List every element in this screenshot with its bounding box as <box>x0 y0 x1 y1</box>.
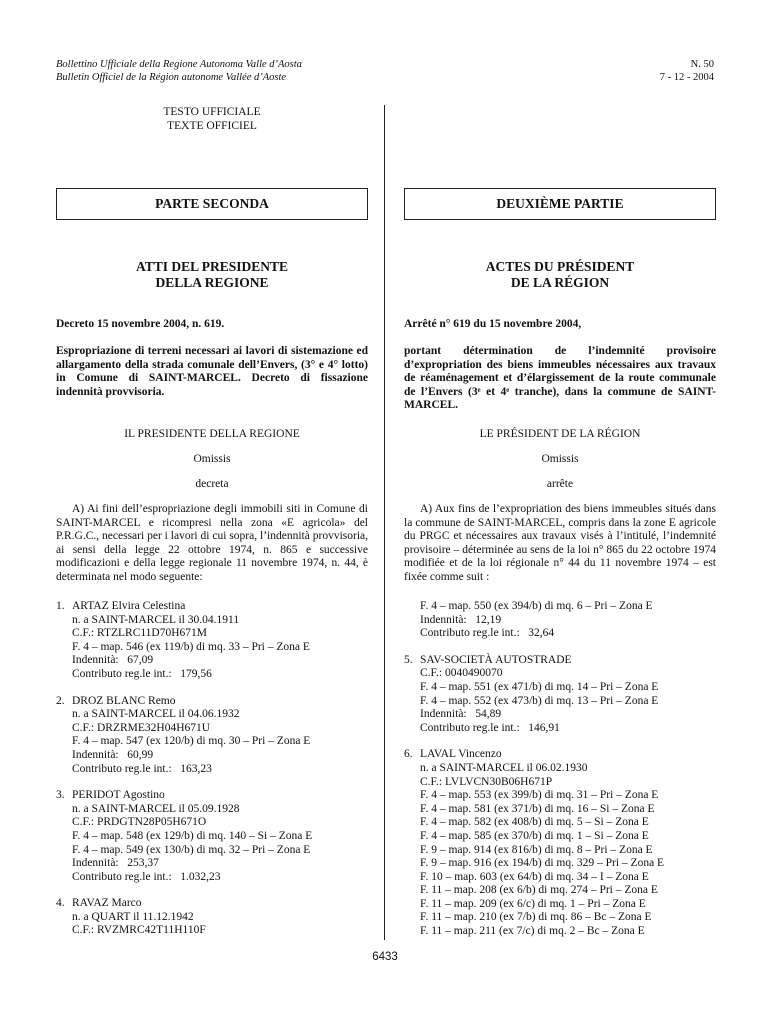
owner-entry-line: RAVAZ Marco <box>72 897 142 910</box>
owner-items-left <box>56 600 368 938</box>
owner-entry-number: 5. <box>404 653 413 666</box>
owner-entry-line: F. 4 – map. 552 (ex 473/b) di mq. 13 – Pri – Zona E <box>420 694 659 707</box>
owner-entry <box>56 695 368 777</box>
paragraph-a-it: A) Ai fini dell’espropriazione degli immobili siti in Comune di SAINT-MARCEL e ricompresi nella zona «E agricola» del P.R.G.C., necessari per i lavori di cui sopra, l’indennità provvisoria, ai sensi della legge 22 ottobre 1974, n. 865 e successive modificazioni e della legge regionale 11 novembre 1974, n. 44, è determinata nel modo seguente: <box>56 503 368 583</box>
owner-entry-line: Contributo reg.le int.: 163,23 <box>72 762 212 775</box>
arrete-label: arrête <box>546 478 574 490</box>
president-heading-fr: LE PRÉSIDENT DE LA RÉGION <box>479 428 641 440</box>
owner-entry-line: F. 11 – map. 209 (ex 6/c) di mq. 1 – Pri – Zona E <box>420 897 646 910</box>
part-title-fr: DEUXIÈME PARTIE <box>496 196 624 211</box>
owner-entry <box>56 897 368 938</box>
owner-entry-number: 4. <box>56 897 65 910</box>
owner-entry <box>404 748 716 938</box>
owner-entry-line: n. a SAINT-MARCEL il 30.04.1911 <box>72 613 240 626</box>
owner-list-right <box>404 600 716 952</box>
owner-entry-details <box>420 654 716 736</box>
owner-entry-line: DROZ BLANC Remo <box>72 694 176 707</box>
owner-entry-line: C.F.: 0040490070 <box>420 667 503 680</box>
official-text-label <box>56 105 368 133</box>
part-title-it: PARTE SECONDA <box>155 196 269 211</box>
owner-entry-line: F. 4 – map. 581 (ex 371/b) di mq. 16 – Si – Zona E <box>420 802 655 815</box>
owner-entry-line: C.F.: RTZLRC11D70H671M <box>72 627 208 640</box>
continuation-line: F. 4 – map. 550 (ex 394/b) di mq. 6 – Pri – Zona E <box>420 600 653 612</box>
owner-entry-line: Indennità: 253,37 <box>72 857 159 870</box>
owner-entry-line: C.F.: PRDGTN28P05H671O <box>72 816 207 829</box>
decreta-label: decreta <box>195 478 229 490</box>
owner-entry-line: C.F.: DRZRME32H04H671U <box>72 721 211 734</box>
owner-entry-line: n. a SAINT-MARCEL il 05.09.1928 <box>72 802 240 815</box>
owner-entry-line: n. a SAINT-MARCEL il 06.02.1930 <box>420 761 588 774</box>
owner-entry-details <box>72 600 368 682</box>
owner-entry-line: Contributo reg.le int.: 146,91 <box>420 721 560 734</box>
owner-entry-number: 1. <box>56 600 65 612</box>
decree-subject-fr: portant détermination de l’indemnité provisoire d’expropriation des biens immeubles nécessaires aux travaux de réaménagement et d’élargissement de la route communale de l’Envers (3ᵉ et 4ᵉ tranche), dans la commune de SAINT-MARCEL. <box>404 345 716 412</box>
decree-title-it: Decreto 15 novembre 2004, n. 619. <box>56 318 225 330</box>
owner-entry-line: F. 4 – map. 547 (ex 120/b) di mq. 30 – Pri – Zona E <box>72 735 311 748</box>
owner-entry-details <box>72 789 368 884</box>
texte-officiel: TEXTE OFFICIEL <box>167 120 257 132</box>
continuation-lines <box>420 600 716 641</box>
owner-entry-line: Indennità: 60,99 <box>72 748 154 761</box>
part-box-right <box>404 188 716 220</box>
owner-entry-line: n. a QUART il 11.12.1942 <box>72 910 194 923</box>
decree-title-fr: Arrêté n° 619 du 15 novembre 2004, <box>404 318 582 330</box>
section-title-it <box>56 259 368 291</box>
continuation-line: Indennità: 12,19 <box>420 613 502 626</box>
owner-entry-line: F. 4 – map. 582 (ex 408/b) di mq. 5 – Si – Zona E <box>420 816 649 829</box>
owner-entry-line: Contributo reg.le int.: 1.032,23 <box>72 870 221 883</box>
president-heading-it: IL PRESIDENTE DELLA REGIONE <box>124 428 300 440</box>
owner-entry-number: 2. <box>56 694 65 707</box>
decree-subject-it: Espropriazione di terreni necessari ai lavori di sistemazione ed allargamento della strada comunale dell’Envers, (3° e 4° lotto) in Comune di SAINT-MARCEL. Decreto di fissazione indennità provvisoria. <box>56 345 368 398</box>
bulletin-title-fr: Bulletin Officiel de la Région autonome Vallée d’Aoste <box>56 72 287 83</box>
page-number: 6433 <box>372 951 398 963</box>
owner-entry-line: F. 11 – map. 211 (ex 7/c) di mq. 2 – Bc – Zona E <box>420 925 645 938</box>
owner-entry-line: PERIDOT Agostino <box>72 789 165 802</box>
owner-entry-line: F. 9 – map. 914 (ex 816/b) di mq. 8 – Pri – Zona E <box>420 843 653 856</box>
owner-entry <box>404 654 716 736</box>
owner-entry-line: C.F.: LVLVCN30B06H671P <box>420 775 553 788</box>
section-title-fr-line2: DE LA RÉGION <box>510 275 610 290</box>
owner-entry-number: 6. <box>404 748 413 761</box>
bulletin-title-it: Bollettino Ufficiale della Regione Autonoma Valle d’Aosta <box>56 59 302 70</box>
owner-entry-line: F. 4 – map. 551 (ex 471/b) di mq. 14 – Pri – Zona E <box>420 680 659 693</box>
owner-entry-line: Indennità: 54,89 <box>420 708 502 721</box>
issue-info <box>660 58 714 84</box>
owner-entry-line: ARTAZ Elvira Celestina <box>72 600 186 612</box>
owner-entry-line: F. 4 – map. 549 (ex 130/b) di mq. 32 – Pri – Zona E <box>72 843 311 856</box>
owner-entry-line: F. 4 – map. 585 (ex 370/b) di mq. 1 – Si – Zona E <box>420 829 649 842</box>
issue-number: N. 50 <box>690 59 714 70</box>
owner-entry-line: Contributo reg.le int.: 179,56 <box>72 667 212 680</box>
part-box-left <box>56 188 368 220</box>
owner-entry-line: F. 9 – map. 916 (ex 194/b) di mq. 329 – Pri – Zona E <box>420 857 665 870</box>
owner-entry-line: F. 4 – map. 548 (ex 129/b) di mq. 140 – Si – Zona E <box>72 829 313 842</box>
owner-items-right <box>404 654 716 939</box>
owner-entry-line: SAV-SOCIETÀ AUTOSTRADE <box>420 653 572 666</box>
owner-entry-details <box>72 695 368 777</box>
owner-entry-line: Indennità: 67,09 <box>72 654 154 667</box>
owner-entry-line: LAVAL Vincenzo <box>420 748 502 761</box>
owner-entry <box>56 789 368 884</box>
section-title-fr <box>404 259 716 291</box>
omissis-it: Omissis <box>193 453 231 465</box>
column-divider <box>384 105 385 940</box>
owner-entry-details <box>420 748 716 938</box>
section-title-it-line2: DELLA REGIONE <box>155 275 269 290</box>
continuation-line: Contributo reg.le int.: 32,64 <box>420 627 555 640</box>
issue-date: 7 - 12 - 2004 <box>659 72 714 83</box>
owner-entry-line: C.F.: RVZMRC42T11H110F <box>72 924 206 937</box>
owner-entry-line: F. 4 – map. 553 (ex 399/b) di mq. 31 – Pri – Zona E <box>420 789 659 802</box>
owner-entry-line: F. 10 – map. 603 (ex 64/b) di mq. 34 – I – Zona E <box>420 870 649 883</box>
owner-list-left <box>56 600 368 951</box>
owner-entry-number: 3. <box>56 789 65 802</box>
bulletin-title <box>56 58 302 84</box>
owner-entry-line: F. 11 – map. 210 (ex 7/b) di mq. 86 – Bc – Zona E <box>420 911 652 924</box>
testo-ufficiale: TESTO UFFICIALE <box>163 106 261 118</box>
owner-entry-line: F. 11 – map. 208 (ex 6/b) di mq. 274 – Pri – Zona E <box>420 884 658 897</box>
owner-entry-line: F. 4 – map. 546 (ex 119/b) di mq. 33 – Pri – Zona E <box>72 640 310 653</box>
owner-entry-line: n. a SAINT-MARCEL il 04.06.1932 <box>72 708 240 721</box>
omissis-fr: Omissis <box>541 453 579 465</box>
paragraph-a-fr: A) Aux fins de l’expropriation des biens immeubles situés dans la commune de SAINT-MARCEL, compris dans la zone E agricole du PRGC et nécessaires aux travaux visés à l’intitulé, l’indemnité provisoire – déterminée au sens de la loi n° 865 du 22 octobre 1974 modifiée et de la loi régionale n° 44 du 11 novembre 1974 – est fixée comme suit : <box>404 503 716 583</box>
section-title-it-line1: ATTI DEL PRESIDENTE <box>135 259 289 274</box>
section-title-fr-line1: ACTES DU PRÉSIDENT <box>485 259 635 274</box>
owner-entry <box>56 600 368 682</box>
owner-entry-details <box>72 897 368 938</box>
